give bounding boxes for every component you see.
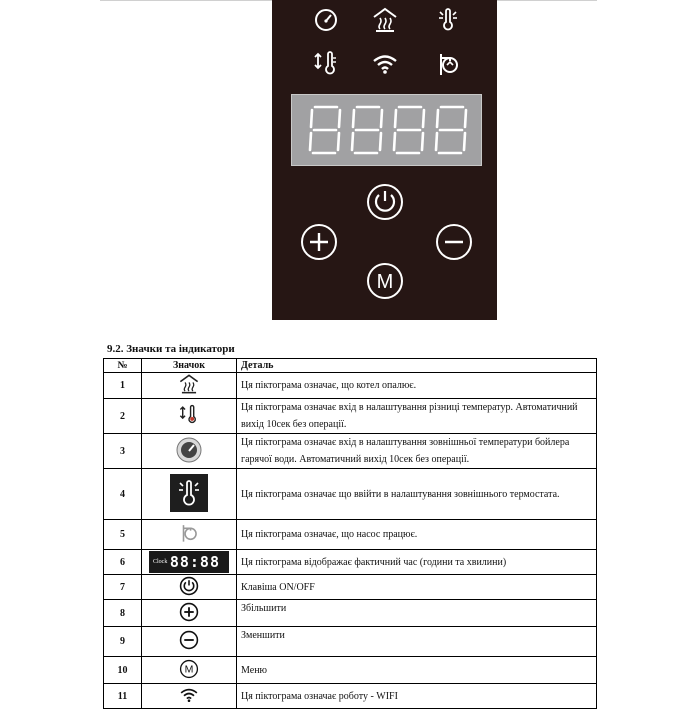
display-segment — [437, 110, 438, 127]
display-segment — [310, 133, 311, 150]
display-segment — [464, 133, 465, 150]
thermostat-icon — [170, 474, 208, 515]
clock-label: Clock — [153, 559, 168, 565]
display-digit — [436, 107, 466, 153]
row-num: 2 — [104, 399, 142, 434]
heating-icon — [371, 6, 399, 34]
temperature-difference-icon — [178, 404, 200, 429]
row-detail: Збільшити — [237, 600, 597, 627]
temperature-difference-icon — [312, 50, 340, 78]
display-segment — [423, 110, 424, 127]
table-row — [104, 575, 597, 600]
menu-label: M — [376, 271, 394, 293]
header-icon: Значок — [142, 359, 237, 373]
table-row — [104, 550, 597, 575]
minus-button[interactable] — [435, 223, 473, 261]
row-detail: Ця піктограма означає що ввійти в налаштування зовнішнього термостата. — [237, 469, 597, 520]
row-num: 7 — [104, 575, 142, 600]
row-detail: Ця піктограма означає вхід в налаштування різниці температур. Автоматичний вихід 10сек без операції. — [237, 399, 597, 434]
row-detail: Клавіша ON/OFF — [237, 575, 597, 600]
clock-display-icon — [149, 551, 229, 573]
display-segment — [353, 110, 354, 127]
table-row — [104, 399, 597, 434]
table-row — [104, 469, 597, 520]
table-row — [104, 434, 597, 469]
segment-display — [291, 94, 482, 166]
table-row — [104, 600, 597, 627]
menu-button[interactable] — [366, 262, 404, 300]
row-num: 4 — [104, 469, 142, 520]
section-title: 9.2. Значки та індикатори — [107, 343, 235, 355]
menu-m-icon — [179, 659, 199, 682]
row-detail: Ця піктограма означає роботу - WIFI — [237, 684, 597, 709]
display-segment — [352, 133, 353, 150]
menu-m-label: M — [184, 663, 194, 676]
display-segment — [394, 133, 395, 150]
table-row — [104, 627, 597, 657]
gauge-icon — [312, 6, 340, 34]
header-num: № — [104, 359, 142, 373]
display-segment — [465, 110, 466, 127]
power-icon — [179, 576, 199, 599]
heating-icon — [178, 373, 200, 398]
row-num: 3 — [104, 434, 142, 469]
row-num: 1 — [104, 373, 142, 399]
display-segment — [436, 133, 437, 150]
row-detail: Ця піктограма означає вхід в налаштування зовнішньої температури бойлера гарячої води. Автоматичний вихід 10сек без операції. — [237, 434, 597, 469]
row-detail: Ця піктограма відображає фактичний час (години та хвилини) — [237, 550, 597, 575]
wifi-icon — [371, 50, 399, 78]
row-detail: Ця піктограма означає, що насос працює. — [237, 520, 597, 550]
row-detail: Зменшити — [237, 627, 597, 657]
clock-digits: 88:88 — [169, 553, 220, 571]
header-detail: Деталь — [237, 359, 597, 373]
power-button[interactable] — [366, 183, 404, 221]
minus-icon — [179, 630, 199, 653]
table-row — [104, 373, 597, 399]
row-num: 10 — [104, 657, 142, 684]
display-digits — [292, 95, 481, 165]
display-segment — [311, 110, 312, 127]
display-digit — [394, 107, 424, 153]
control-panel — [272, 0, 497, 320]
thermostat-icon — [434, 6, 462, 34]
display-digit — [310, 107, 340, 153]
pump-icon — [178, 522, 200, 547]
display-segment — [381, 110, 382, 127]
display-segment — [422, 133, 423, 150]
row-num: 6 — [104, 550, 142, 575]
plus-icon — [179, 602, 199, 625]
display-segment — [339, 110, 340, 127]
icon-legend-table — [103, 358, 597, 709]
plus-button[interactable] — [300, 223, 338, 261]
display-digit — [352, 107, 382, 153]
row-num: 5 — [104, 520, 142, 550]
display-segment — [395, 110, 396, 127]
pump-icon — [434, 50, 462, 78]
gauge-icon — [175, 436, 203, 467]
display-segment — [338, 133, 339, 150]
row-detail: Ця піктограма означає, що котел опалює. — [237, 373, 597, 399]
row-num: 11 — [104, 684, 142, 709]
table-row — [104, 684, 597, 709]
row-num: 9 — [104, 627, 142, 657]
wifi-icon — [179, 685, 199, 708]
table-row — [104, 657, 597, 684]
table-row — [104, 520, 597, 550]
display-segment — [380, 133, 381, 150]
row-num: 8 — [104, 600, 142, 627]
table-header-row — [104, 359, 597, 373]
row-detail: Меню — [237, 657, 597, 684]
